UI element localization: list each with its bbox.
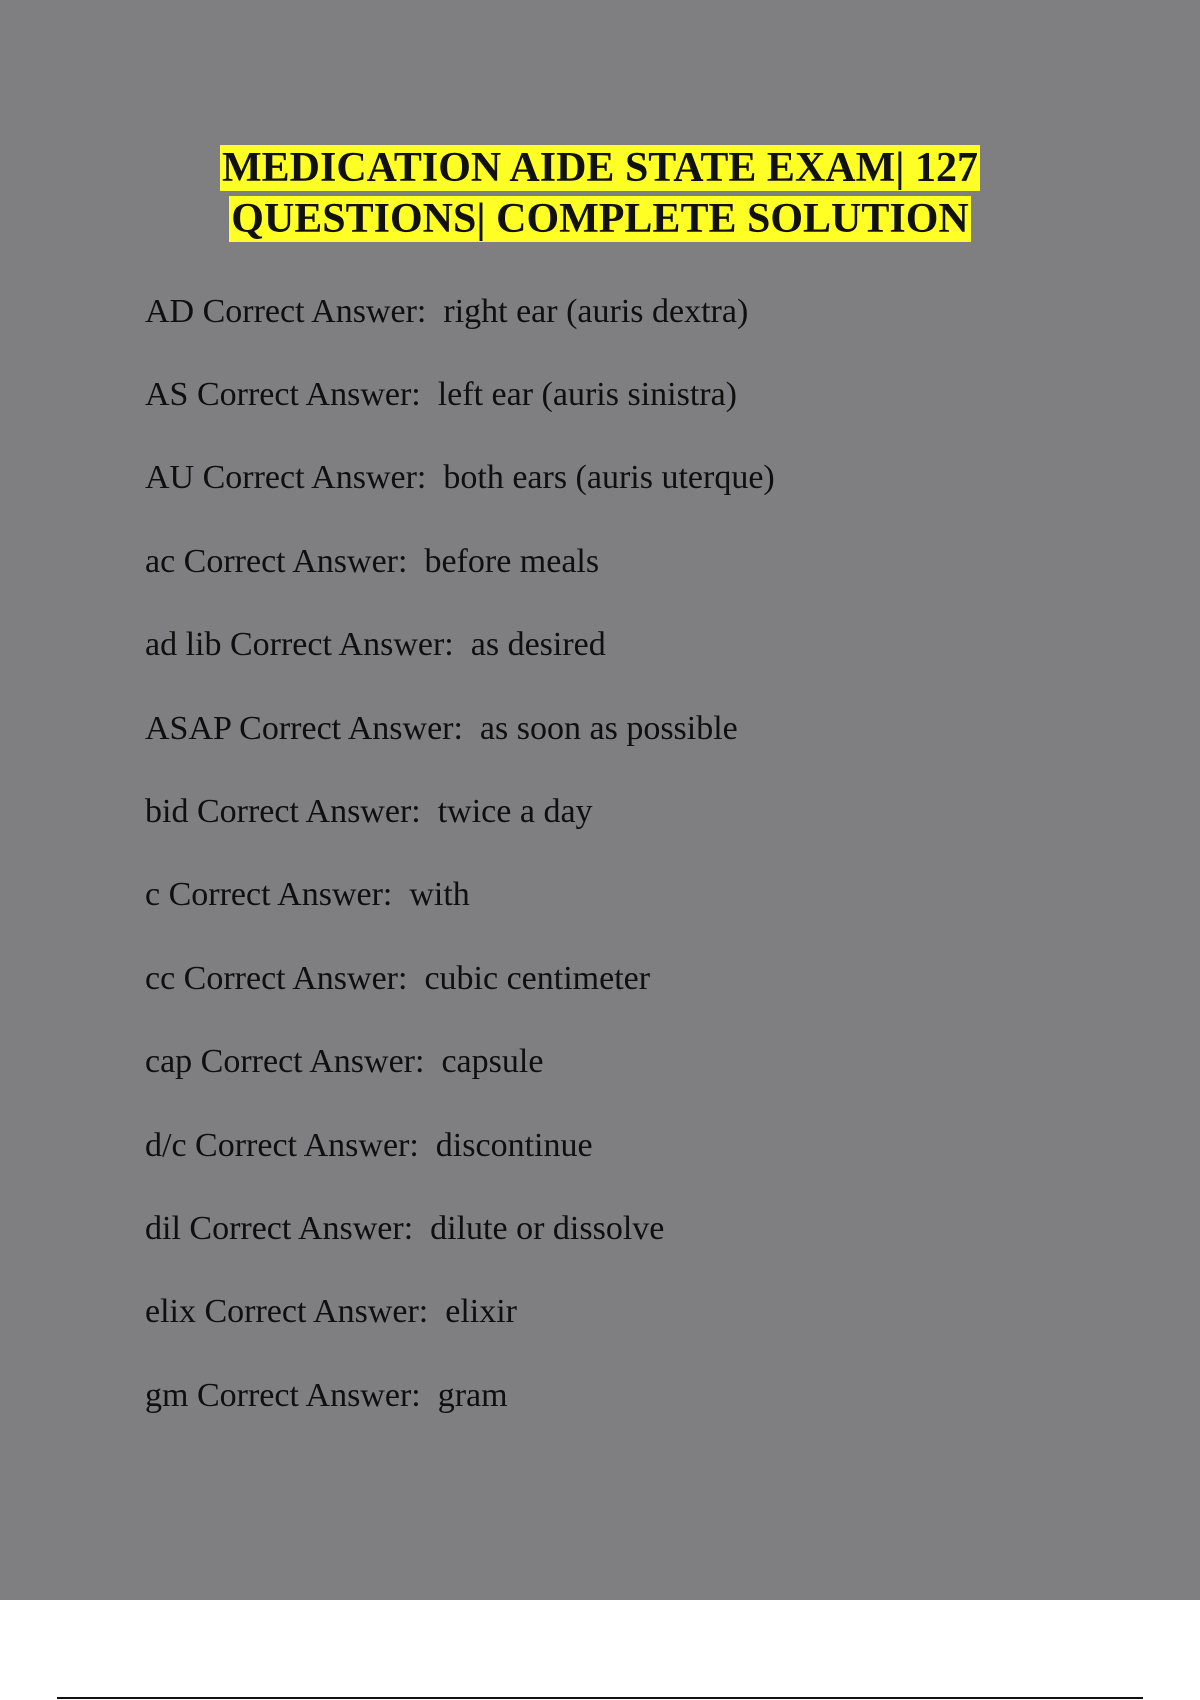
answer-entry-cc: cc Correct Answer: cubic centimeter	[145, 960, 651, 997]
answer-entry-ad: AD Correct Answer: right ear (auris dextra)	[145, 293, 749, 330]
answer-entry-dc: d/c Correct Answer: discontinue	[145, 1127, 593, 1164]
answer-entry-asap: ASAP Correct Answer: as soon as possible	[145, 710, 738, 747]
answer-entry-au: AU Correct Answer: both ears (auris uterque)	[145, 459, 775, 496]
answer-entry-elix: elix Correct Answer: elixir	[145, 1293, 518, 1330]
answer-entry-cap: cap Correct Answer: capsule	[145, 1043, 544, 1080]
document-title	[0, 143, 1200, 245]
answer-entry-c: c Correct Answer: with	[145, 876, 470, 913]
answer-entry-dil: dil Correct Answer: dilute or dissolve	[145, 1210, 665, 1247]
answer-entry-gm: gm Correct Answer: gram	[145, 1377, 508, 1414]
answer-entry-bid: bid Correct Answer: twice a day	[145, 793, 593, 830]
title-line-1: MEDICATION AIDE STATE EXAM| 127	[222, 145, 978, 191]
answer-entry-ac: ac Correct Answer: before meals	[145, 543, 600, 580]
answer-entry-ad-lib: ad lib Correct Answer: as desired	[145, 626, 606, 663]
title-line-2: QUESTIONS| COMPLETE SOLUTION	[231, 196, 969, 242]
footer-divider-line	[57, 1697, 1143, 1699]
answer-entry-as: AS Correct Answer: left ear (auris sinistra)	[145, 376, 737, 413]
